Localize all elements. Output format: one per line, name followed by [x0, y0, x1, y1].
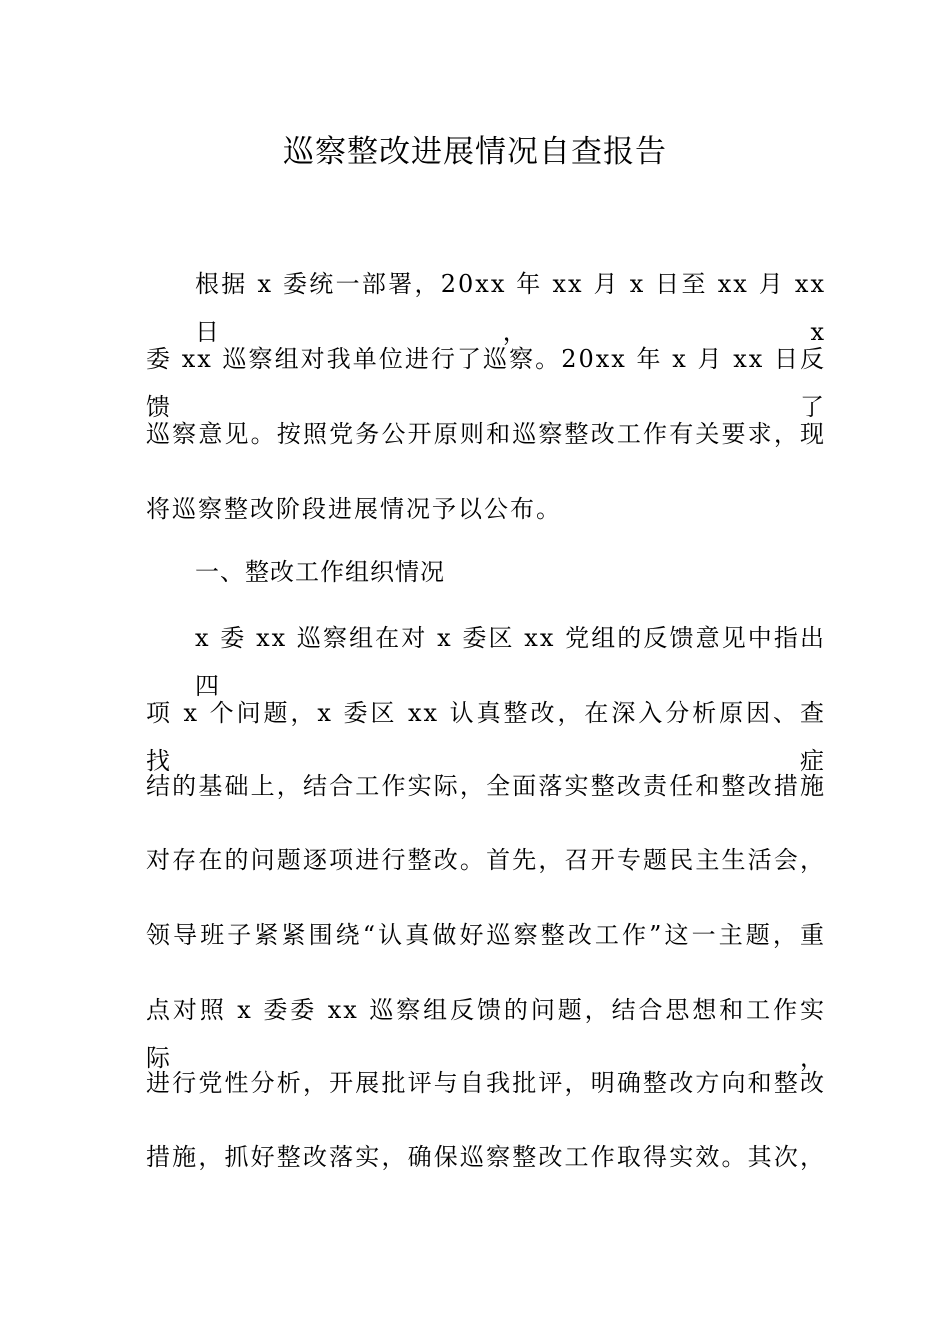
- paragraph-line: 将巡察整改阶段进展情况予以公布。: [146, 495, 562, 523]
- paragraph-line: 项 x 个问题，x 委区 xx 认真整改，在深入分析原因、查找症: [146, 699, 826, 775]
- paragraph-line: 措施，抓好整改落实，确保巡察整改工作取得实效。其次，: [146, 1143, 826, 1171]
- document-title: 巡察整改进展情况自查报告: [283, 134, 667, 170]
- paragraph-line: 结的基础上，结合工作实际，全面落实整改责任和整改措施: [146, 772, 826, 800]
- paragraph-line: 巡察意见。按照党务公开原则和巡察整改工作有关要求，现: [146, 420, 826, 448]
- paragraph-line: 领导班子紧紧围绕“认真做好巡察整改工作”这一主题，重: [146, 921, 826, 949]
- paragraph-line: 委 xx 巡察组对我单位进行了巡察。20xx 年 x 月 xx 日反馈了: [146, 345, 826, 421]
- paragraph-line: 根据 x 委统一部署，20xx 年 xx 月 x 日至 xx 月 xx 日，x: [195, 270, 826, 346]
- section-heading: 一、整改工作组织情况: [195, 558, 445, 586]
- paragraph-line: 进行党性分析，开展批评与自我批评，明确整改方向和整改: [146, 1069, 826, 1097]
- paragraph-line: x 委 xx 巡察组在对 x 委区 xx 党组的反馈意见中指出四: [195, 624, 826, 700]
- paragraph-line: 对存在的问题逐项进行整改。首先，召开专题民主生活会，: [146, 846, 826, 874]
- paragraph-line: 点对照 x 委委 xx 巡察组反馈的问题，结合思想和工作实际，: [146, 996, 826, 1072]
